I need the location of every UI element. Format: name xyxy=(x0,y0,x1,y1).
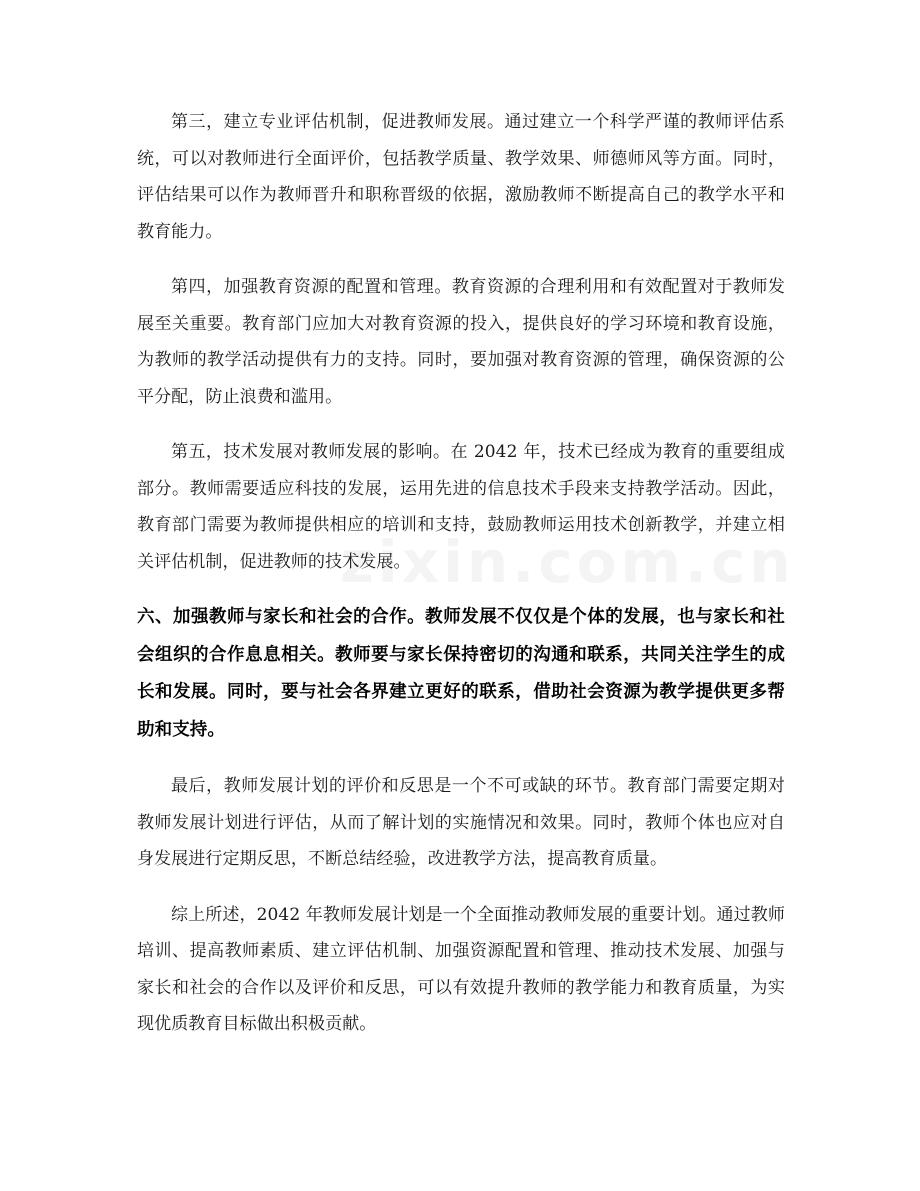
document-body xyxy=(137,104,785,1062)
paragraph-conclusion: 综上所述，2042 年教师发展计划是一个全面推动教师发展的重要计划。通过教师培训、提高教师素质、建立评估机制、加强资源配置和管理、推动技术发展、加强与家长和社会的合作以及评价和反思，可以有效提升教师的教学能力和教育质量，为实现优质教育目标做出积极贡献。 xyxy=(137,904,785,1034)
paragraph-fourth-resources: 第四，加强教育资源的配置和管理。教育资源的合理利用和有效配置对于教师发展至关重要。教育部门应加大对教育资源的投入，提供良好的学习环境和教育设施，为教师的教学活动提供有力的支持。同时，要加强对教育资源的管理，确保资源的公平分配，防止浪费和滥用。 xyxy=(137,277,785,407)
paragraph-finally-reflection: 最后，教师发展计划的评价和反思是一个不可或缺的环节。教育部门需要定期对教师发展计划进行评估，从而了解计划的实施情况和效果。同时，教师个体也应对自身发展进行定期反思，不断总结经验，改进教学方法，提高教育质量。 xyxy=(137,776,785,869)
section-heading-six-cooperation: 六、加强教师与家长和社会的合作。教师发展不仅仅是个体的发展，也与家长和社会组织的合作息息相关。教师要与家长保持密切的沟通和联系，共同关注学生的成长和发展。同时，要与社会各界建立更好的联系，借助社会资源为教学提供更多帮助和支持。 xyxy=(137,607,785,740)
paragraph-third-evaluation: 第三，建立专业评估机制，促进教师发展。通过建立一个科学严谨的教师评估系统，可以对教师进行全面评价，包括教学质量、教学效果、师德师风等方面。同时，评估结果可以作为教师晋升和职称晋级的依据，激励教师不断提高自己的教学水平和教育能力。 xyxy=(137,112,785,242)
paragraph-fifth-technology: 第五，技术发展对教师发展的影响。在 2042 年，技术已经成为教育的重要组成部分。教师需要适应科技的发展，运用先进的信息技术手段来支持教学活动。因此，教育部门需要为教师提供相应的培训和支持，鼓励教师运用技术创新教学，并建立相关评估机制，促进教师的技术发展。 xyxy=(137,442,785,572)
